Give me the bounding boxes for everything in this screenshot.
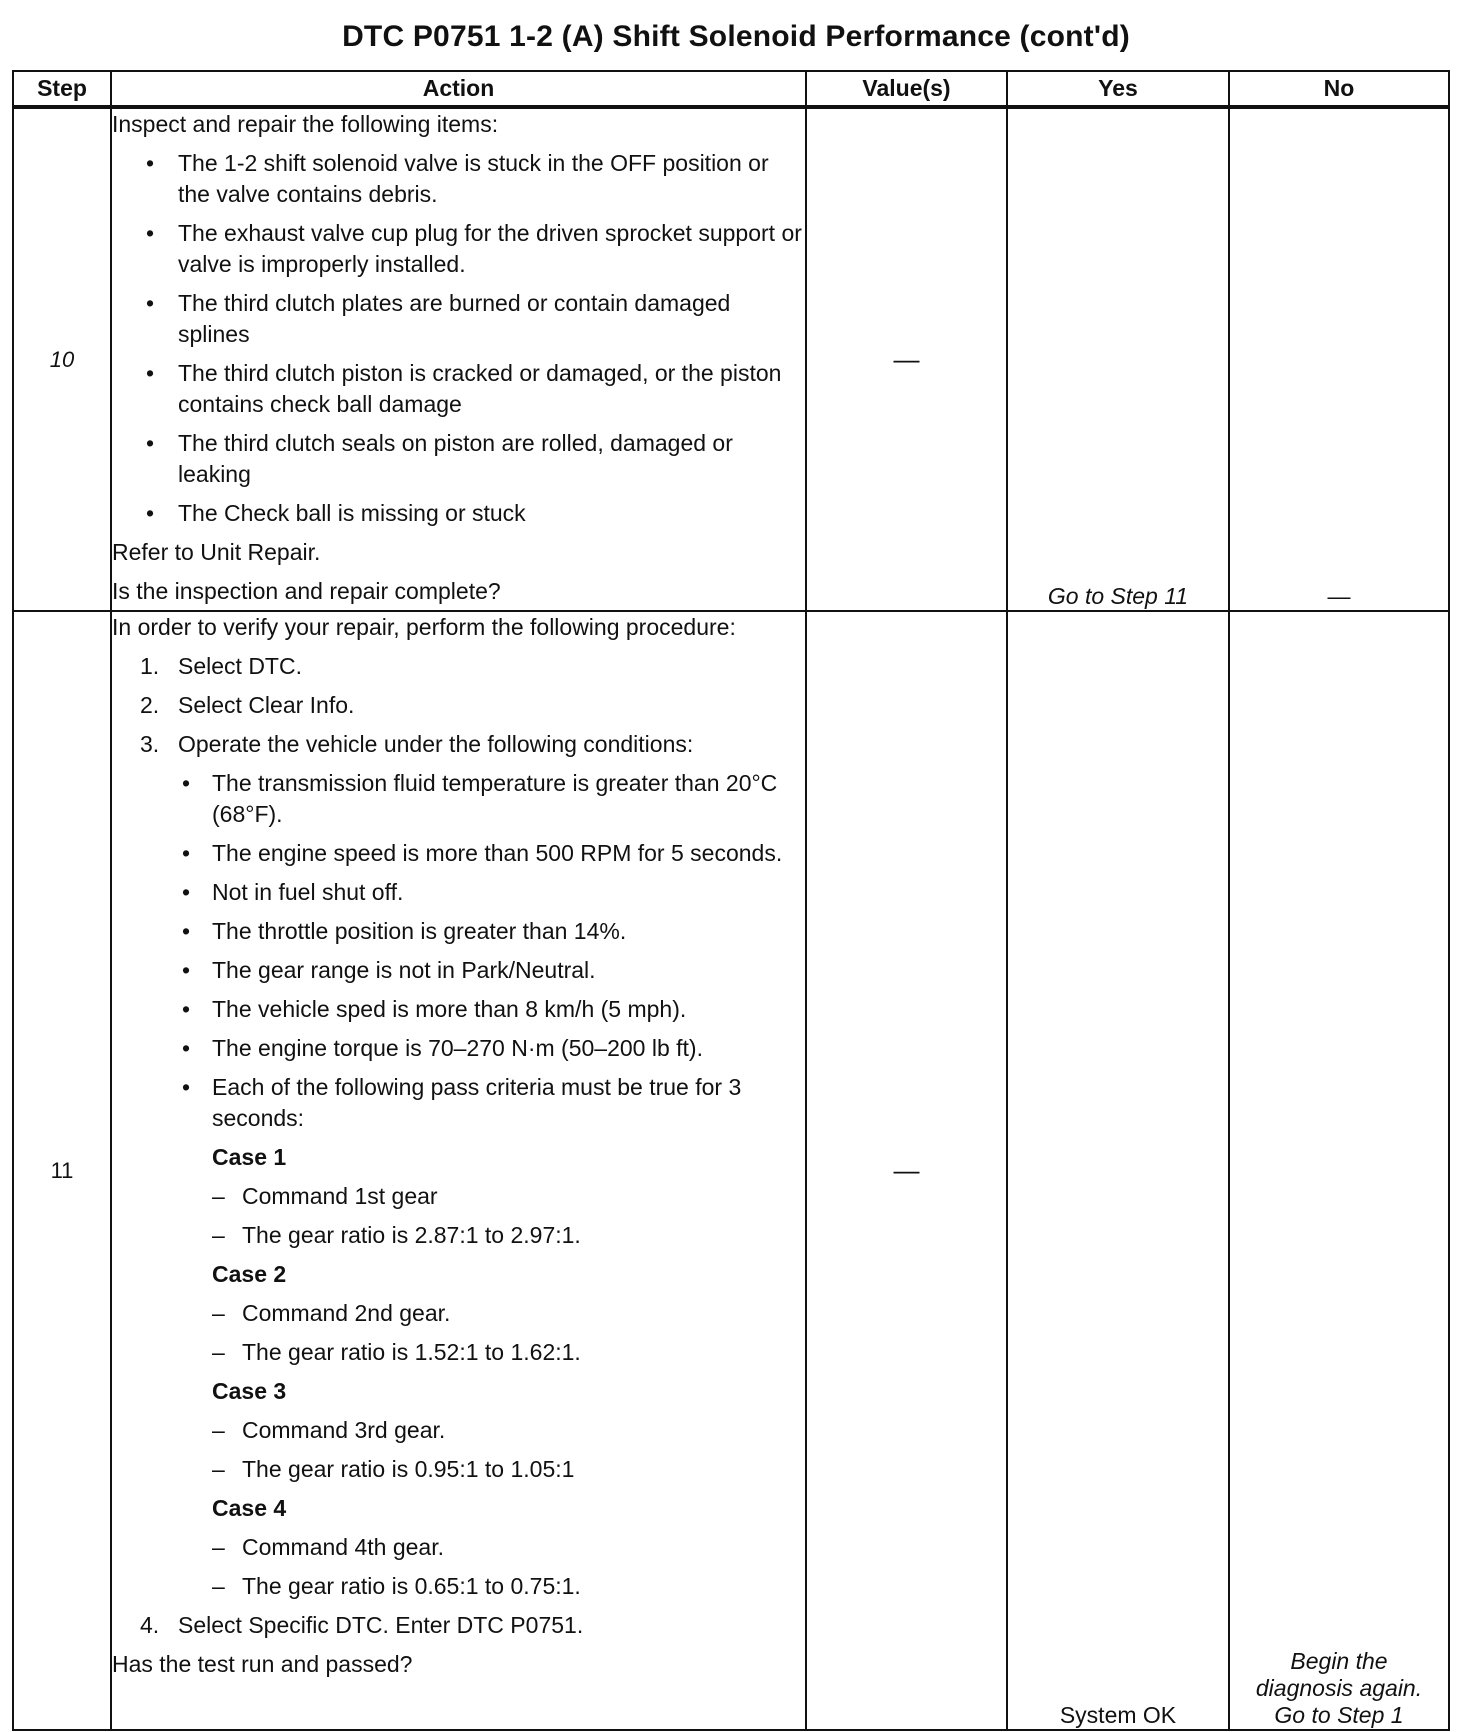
case-heading: Case 2: [212, 1261, 287, 1287]
question-text: Has the test run and passed?: [112, 1651, 413, 1677]
dash-icon: –: [212, 1222, 225, 1248]
condition-item: • Each of the following pass criteria must be true for 3 seconds:: [182, 1074, 742, 1131]
list-item: • The Check ball is missing or stuck: [112, 498, 805, 529]
case-item: – Command 3rd gear.: [112, 1415, 805, 1446]
condition-item: • The engine torque is 70–270 N·m (50–200 lb ft).: [112, 1033, 805, 1064]
dash-icon: –: [212, 1456, 225, 1482]
bullet-icon: •: [146, 500, 155, 526]
page-title: DTC P0751 1-2 (A) Shift Solenoid Performance (cont'd): [342, 20, 1130, 53]
header-action: Action: [111, 71, 806, 107]
condition-item: • The throttle position is greater than 14%.: [112, 916, 805, 947]
no-action-line: Go to Step 1: [1274, 1702, 1404, 1728]
step-number: 11: [13, 611, 111, 1730]
list-item: • The third clutch seals on piston are rolled, damaged or leaking: [146, 430, 733, 487]
value-cell: —: [806, 107, 1007, 611]
list-item: • The 1-2 shift solenoid valve is stuck in the OFF position or the valve contains debris.: [146, 150, 769, 207]
case-heading: Case 3: [212, 1378, 287, 1404]
table-row-step-10: [13, 107, 1449, 611]
case-item: – Command 2nd gear.: [112, 1298, 805, 1329]
bullet-icon: •: [146, 430, 155, 456]
diagnostic-table: [12, 70, 1450, 1731]
no-action-line: diagnosis again.: [1255, 1675, 1423, 1701]
no-action-line: Begin the: [1290, 1648, 1388, 1674]
bullet-icon: •: [182, 840, 191, 866]
dash-icon: –: [212, 1300, 225, 1326]
bullet-icon: •: [182, 879, 191, 905]
bullet-icon: •: [182, 1074, 191, 1100]
question-text: Is the inspection and repair complete?: [112, 578, 501, 604]
table-header-row: [13, 71, 1449, 107]
header-yes: Yes: [1007, 71, 1229, 107]
no-cell: —: [1229, 107, 1449, 611]
numbered-step: 1. Select DTC.: [140, 653, 302, 679]
bullet-icon: •: [182, 770, 191, 796]
action-cell: [111, 107, 806, 611]
yes-cell: System OK: [1007, 611, 1229, 1730]
case-heading: Case 4: [212, 1495, 287, 1521]
list-item: • The third clutch piston is cracked or damaged, or the piston contains check ball damage: [146, 360, 782, 417]
dash-icon: –: [212, 1339, 225, 1365]
bullet-icon: •: [182, 1035, 191, 1061]
no-cell: [1229, 611, 1449, 1730]
bullet-icon: •: [146, 220, 155, 246]
numbered-step: 3. Operate the vehicle under the following conditions:: [140, 731, 694, 757]
case-item: – Command 4th gear.: [112, 1532, 805, 1563]
dash-icon: –: [212, 1417, 225, 1443]
case-item: – The gear ratio is 1.52:1 to 1.62:1.: [112, 1337, 805, 1368]
numbered-step: 2. Select Clear Info.: [140, 692, 355, 718]
list-item: • The exhaust valve cup plug for the driven sprocket support or valve is improperly installed.: [146, 220, 802, 277]
case-item: – Command 1st gear: [112, 1181, 805, 1212]
dash-icon: –: [212, 1573, 225, 1599]
action-intro: In order to verify your repair, perform the following procedure:: [112, 614, 736, 640]
bullet-icon: •: [182, 996, 191, 1022]
yes-cell: [1007, 107, 1229, 611]
action-intro: Inspect and repair the following items:: [112, 111, 499, 137]
value-cell: —: [806, 611, 1007, 1730]
bullet-icon: •: [146, 290, 155, 316]
bullet-icon: •: [146, 150, 155, 176]
case-heading: Case 1: [212, 1144, 287, 1170]
case-item: – The gear ratio is 0.65:1 to 0.75:1.: [112, 1571, 805, 1602]
yes-action: Go to Step 11: [1047, 583, 1189, 609]
case-item: – The gear ratio is 0.95:1 to 1.05:1: [112, 1454, 805, 1485]
condition-item: • The gear range is not in Park/Neutral.: [112, 955, 805, 986]
dash-icon: –: [212, 1534, 225, 1560]
condition-item: • The engine speed is more than 500 RPM for 5 seconds.: [112, 838, 805, 869]
bullet-icon: •: [182, 957, 191, 983]
numbered-step: 4. Select Specific DTC. Enter DTC P0751.: [140, 1612, 584, 1638]
case-item: – The gear ratio is 2.87:1 to 2.97:1.: [112, 1220, 805, 1251]
condition-item: • Not in fuel shut off.: [112, 877, 805, 908]
condition-item: • The vehicle sped is more than 8 km/h (5 mph).: [112, 994, 805, 1025]
step-number: 10: [13, 107, 111, 611]
list-item: • The third clutch plates are burned or contain damaged splines: [146, 290, 731, 347]
header-no: No: [1229, 71, 1449, 107]
dash-icon: –: [212, 1183, 225, 1209]
bullet-icon: •: [146, 360, 155, 386]
condition-item: • The transmission fluid temperature is greater than 20°C (68°F).: [182, 770, 778, 827]
action-cell: [111, 611, 806, 1730]
header-step: Step: [13, 71, 111, 107]
refer-text: Refer to Unit Repair.: [112, 539, 321, 565]
bullet-icon: •: [182, 918, 191, 944]
header-values: Value(s): [806, 71, 1007, 107]
table-row-step-11: [13, 611, 1449, 1730]
